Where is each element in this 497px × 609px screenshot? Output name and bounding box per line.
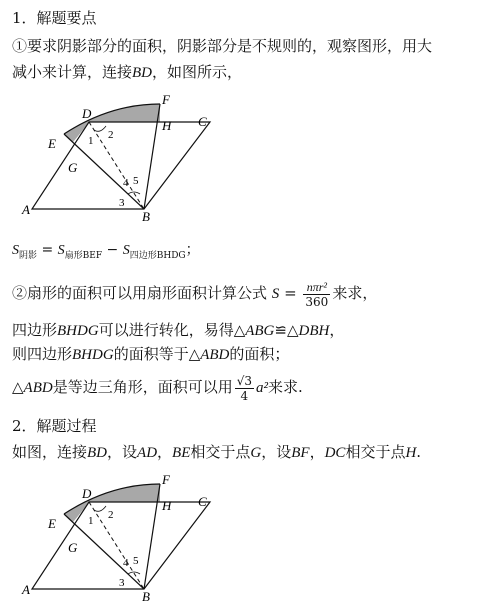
text-segment: 可以进行转化，易得△ [98, 321, 246, 339]
fraction-denominator: 4 [240, 388, 249, 403]
angle-label-4: 4 [123, 557, 129, 569]
fraction-denominator: 360 [305, 294, 329, 309]
quad-bhdg: BHDG [72, 347, 114, 363]
text-segment: . [416, 443, 422, 461]
label-g: G [68, 160, 78, 175]
label-b: B [142, 589, 150, 604]
angle-label-2: 2 [108, 129, 114, 141]
figure-2 [20, 474, 220, 606]
symbol-s: S [122, 243, 130, 258]
process-line [12, 442, 421, 463]
equals: = [37, 242, 58, 258]
segment-ad: AD [137, 445, 158, 461]
text-segment: 来求. [268, 378, 303, 396]
label-c: C [198, 494, 207, 509]
a-squared: a² [256, 380, 269, 396]
text-segment: ②扇形的面积可以用扇形面积计算公式 [12, 284, 268, 302]
section1-heading: 1．解题要点 [12, 9, 97, 27]
equilateral-area-fraction [235, 374, 254, 403]
equals: = [279, 284, 302, 302]
symbol-s: S [57, 243, 65, 258]
segment-be: BE [172, 445, 191, 461]
label-f: F [162, 474, 170, 487]
subscript-shaded: 阴影 [19, 251, 38, 261]
text-segment: 相交于点 [190, 443, 251, 461]
angle-label-5: 5 [133, 555, 139, 567]
text-segment: 相交于点 [345, 443, 406, 461]
label-e: E [48, 516, 56, 531]
angle-label-1: 1 [88, 515, 94, 527]
point4-line [12, 344, 289, 365]
text-segment: 来求， [332, 284, 378, 302]
subscript-quad: 四边形BHDG [129, 251, 186, 261]
parallelogram-abcd [32, 502, 210, 589]
segment-bd: BD [132, 65, 153, 81]
fraction-numerator: nπr² [303, 280, 330, 295]
point2-line [12, 278, 377, 309]
triangle-dbh: DBH [298, 323, 330, 339]
angle-label-3: 3 [119, 197, 125, 209]
figure-1 [20, 94, 220, 226]
point-g: G [250, 445, 262, 461]
triangle-abg: ABG [245, 323, 275, 339]
segment-bf: BF [291, 445, 310, 461]
semicolon: ； [185, 242, 200, 258]
text-segment: 四边形 [12, 321, 58, 339]
text-segment: 的面积； [229, 345, 290, 363]
label-h: H [162, 498, 172, 513]
fraction-numerator: √3 [236, 373, 253, 388]
angle-label-1: 1 [88, 135, 94, 147]
angle-label-2: 2 [108, 509, 114, 521]
text-segment: 如图，连接 [12, 443, 88, 461]
text-segment: ， [309, 443, 325, 461]
point1-line2 [12, 62, 242, 83]
label-d: D [82, 106, 92, 121]
segment-bd: BD [87, 445, 108, 461]
label-f: F [162, 94, 170, 107]
text-segment: ，设 [107, 443, 138, 461]
label-h: H [162, 118, 172, 133]
minus: − [102, 242, 123, 258]
label-c: C [198, 114, 207, 129]
symbol-s: S [12, 243, 19, 258]
triangle-abd: ABD [200, 347, 230, 363]
label-e: E [48, 136, 56, 151]
text-segment: 是等边三角形，面积可以用 [52, 378, 233, 396]
section2-heading: 2．解题过程 [12, 417, 97, 435]
sector-area-fraction [303, 280, 330, 309]
text-segment: ， [329, 321, 345, 339]
area-formula [12, 240, 200, 262]
angle-label-5: 5 [133, 175, 139, 187]
text-segment: 的面积等于△ [113, 345, 201, 363]
angle-label-4: 4 [123, 177, 129, 189]
label-a: A [22, 202, 30, 217]
symbol-s: S [271, 286, 280, 302]
angle-arc-d [94, 506, 106, 511]
angle-label-3: 3 [119, 577, 125, 589]
text-segment: 则四边形 [12, 345, 73, 363]
triangle-abd: ABD [23, 380, 53, 396]
congruent-symbol: ≌△ [274, 321, 299, 339]
label-a: A [22, 582, 30, 597]
text-segment: ，如图所示， [152, 63, 243, 81]
text-segment: 减小来计算，连接 [12, 63, 133, 81]
segment-dc: DC [324, 445, 346, 461]
point1-line1: ①要求阴影部分的面积，阴影部分是不规则的，观察图形，用大 [12, 37, 433, 55]
point5-line [12, 372, 303, 403]
label-g: G [68, 540, 78, 555]
triangle-symbol: △ [12, 378, 24, 396]
point3-line [12, 320, 344, 341]
point-h: H [405, 445, 417, 461]
text-segment: ， [157, 443, 173, 461]
quad-bhdg: BHDG [57, 323, 99, 339]
label-d: D [82, 486, 92, 501]
text-segment: ，设 [261, 443, 292, 461]
subscript-sector: 扇形BEF [64, 251, 103, 261]
parallelogram-abcd [32, 122, 210, 209]
angle-arc-d [94, 126, 106, 131]
label-b: B [142, 209, 150, 224]
